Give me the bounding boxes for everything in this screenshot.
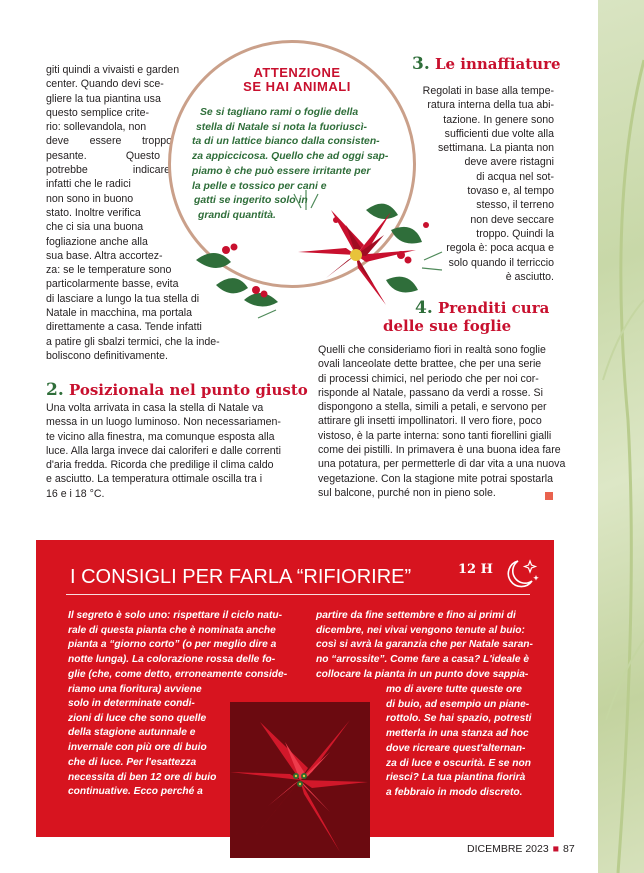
text-line: questo semplice crite- (46, 106, 150, 119)
text-line: dove ricreare quest'alternan- (386, 742, 526, 754)
text-line: a patire gli sbalzi termici, che la inde- (46, 335, 220, 348)
text-line: della stagione autunnale e (68, 727, 196, 739)
text-line: boliscono definitivamente. (46, 349, 168, 362)
page-footer: DICEMBRE 2023 ■ 87 (467, 843, 575, 855)
text-line: a febbraio in modo discreto. (386, 786, 523, 798)
section2-number: 2. (46, 380, 64, 400)
text-line: pesante. Questo (46, 149, 160, 162)
text-line: vistoso, è la parte interna: sono tanti fiorellini gialli (318, 429, 552, 442)
text-line: di lasciare a lungo la tua stella di (46, 292, 200, 305)
text-line: Quelli che consideriamo fiori in realtà sono foglie (318, 344, 546, 356)
article-end-mark (545, 492, 553, 500)
section2-heading (46, 382, 308, 399)
rebloom-left-bottom-text (68, 697, 216, 800)
text-line: te vicino alla finestra, ma comunque esposta alla (46, 430, 275, 443)
text-line: Natale in macchina, ma portala (46, 307, 193, 320)
badge-label: 12 H (458, 562, 493, 577)
animals-box-text (192, 106, 388, 224)
text-line: come dei pistilli. In primavera è una buona idea fare (318, 444, 561, 457)
rebloom-box-title: I CONSIGLI PER FARLA “RIFIORIRE” (70, 566, 412, 588)
text-line: dispongono a stella, simili a petali, e servono per (318, 401, 547, 414)
text-line: giti quindi a vivaisti e garden (46, 64, 180, 76)
section4-text (318, 343, 566, 500)
text-line: è asciutto. (505, 270, 554, 283)
text-line: rottolo. Se hai spazio, potresti (386, 713, 532, 725)
rebloom-left-top-text (68, 609, 287, 697)
text-line: 16 e i 18 °C. (46, 487, 105, 500)
text-line: particolarmente basse, evita (46, 278, 179, 291)
text-line: grandi quantità. (198, 209, 276, 221)
text-line: mo di avere tutte queste ore (386, 684, 522, 695)
text-line: center. Quando devi sce- (46, 78, 164, 91)
text-line: za: se le temperature sono (46, 264, 172, 277)
text-line: direttamente a casa. Tende infatti (46, 321, 202, 334)
section4-number: 4. (415, 298, 433, 318)
text-line: fogliazione anche alla (46, 235, 148, 248)
text-line: gatti se ingerito solo in (194, 195, 308, 207)
section3-number: 3. (412, 54, 430, 74)
text-line: riamo una fioritura) avviene (68, 683, 202, 695)
text-line: collocare la pianta in un punto dove sappia- (316, 668, 529, 680)
text-line: una potatura, per permetterle di dar vita a una nuova (318, 458, 566, 471)
text-line: non deve seccare (470, 213, 554, 226)
text-line: Se si tagliano rami o foglie della (200, 107, 359, 118)
text-line: e asciutto. La temperatura ottimale oscilla tra i (46, 473, 263, 486)
rebloom-right-top-text (316, 609, 533, 683)
text-line: necessita di ben 12 ore di buio (68, 771, 217, 783)
page-number: 87 (563, 843, 575, 855)
leaf-background-strip (598, 0, 644, 873)
text-line: za appiccicosa. Quello che ad oggi sap- (192, 151, 389, 163)
text-line: Regolati in base alla tempe- (422, 85, 554, 97)
text-line: partire da fine settembre e fino ai primi di (316, 610, 516, 621)
rebloom-title-rule (66, 594, 530, 595)
twelve-hours-badge (458, 562, 493, 577)
section2-title: Posizionala nel punto giusto (68, 381, 308, 399)
section3-heading (412, 56, 561, 73)
text-line: solo quando il terriccio (448, 256, 554, 269)
section4-title-line2: delle sue foglie (383, 317, 512, 335)
section3-title: Le innaffiature (434, 55, 561, 73)
text-line: notte lunga). La colorazione rossa delle fo- (68, 654, 276, 666)
text-line: stesso, il terreno (476, 199, 554, 212)
text-line: Una volta arrivata in casa la stella di Natale va (46, 402, 264, 414)
text-line: di acqua nel sot- (476, 170, 554, 183)
text-line: stella di Natale si nota la fuoriuscì- (196, 121, 367, 133)
text-line: luce. Alla larga invece dai caloriferi e dalle correnti (46, 444, 281, 457)
text-line: rale di questa pianta che è nominata anche (68, 624, 276, 636)
section2-text (46, 401, 292, 501)
rebloom-right-bottom-text (386, 683, 531, 801)
moon-stars-icon (500, 557, 540, 591)
text-line: di processi chimici, nel periodo che per noi cor- (318, 372, 539, 385)
text-line: tovaso e, al tempo (467, 185, 554, 198)
text-line: di buio, ad esempio un piane- (386, 698, 530, 710)
animals-title-line2: SE HAI ANIMALI (243, 79, 351, 94)
text-line: no “arrossite”. Come fare a casa? L'ideale è (316, 654, 530, 666)
text-line: zioni di luce che sono quelle (68, 712, 207, 724)
text-line: rio: sollevandola, non (46, 121, 147, 134)
text-line: attirare gli insetti impollinatori. Il vero fiore, poco (318, 415, 542, 428)
text-line: deve avere ristagni (464, 156, 554, 169)
text-line: pianta a “giorno corto” (o per meglio dire a (68, 639, 277, 651)
text-line: glie (che, come detto, erroneamente conside- (68, 668, 288, 680)
text-line: sul balcone, purché non in pieno sole. (318, 486, 496, 499)
text-line: Il segreto è solo uno: rispettare il ciclo natu- (68, 610, 282, 621)
text-line: così si avrà la garanzia che per Natale saran- (316, 639, 533, 651)
section4-title-line1: Prenditi cura (437, 299, 550, 317)
poinsettia-photo (230, 702, 370, 858)
text-line: la pelle e tossico per cani e (192, 180, 327, 192)
text-line: ovali lanceolate dette brattee, che per una serie (318, 358, 542, 371)
text-line: troppo. Quindi la (476, 227, 554, 240)
text-line: gliere la tua piantina usa (46, 92, 161, 105)
text-line: vegetazione. Con la stagione mite potrai spostarla (318, 472, 553, 485)
text-line: stato. Inoltre verifica (46, 206, 141, 219)
text-line: risponde al Natale, passano da verdi a rosse. Si (318, 386, 543, 399)
text-line: d'aria fredda. Ricorda che predilige il clima caldo (46, 459, 274, 472)
text-line: riesci? La tua piantina fiorirà (386, 772, 526, 784)
text-line: sua base. Altra accortez- (46, 249, 163, 262)
text-line: regola è: poca acqua e (446, 242, 554, 255)
section4-heading-line2 (383, 318, 511, 335)
text-line: dicembre, nei vivai vengono tenute al buio: (316, 624, 525, 636)
text-line: ratura interna della tua abi- (427, 99, 554, 112)
text-line: non sono in buono (46, 192, 134, 205)
text-line: potrebbe indicare (46, 164, 170, 177)
text-line: piamo è che può essere irritante per (192, 165, 371, 177)
section4-heading-line1 (415, 300, 549, 317)
text-line: messa in un luogo luminoso. Non necessariamen- (46, 416, 281, 429)
text-line: che di luce. Per l'esattezza (68, 756, 197, 768)
text-line: deve essere troppo (46, 135, 172, 148)
text-line: invernale con più ore di buio (68, 742, 207, 754)
text-line: che ci sia una buona (46, 221, 144, 234)
text-line: ta di un lattice bianco dalla consisten- (192, 136, 380, 148)
animals-box-title (222, 66, 372, 94)
animals-title-line1: ATTENZIONE (253, 65, 341, 80)
text-line: tazione. In genere sono (443, 113, 554, 126)
section3-text (423, 84, 554, 284)
footer-month: DICEMBRE 2023 (467, 843, 549, 855)
text-line: za di luce e oscurità. E se non (386, 757, 531, 769)
text-line: sufficienti due volte alla (444, 127, 554, 140)
text-line: solo in determinate condi- (68, 698, 195, 709)
text-line: metterla in una stanza ad hoc (386, 728, 529, 740)
text-line: infatti che le radici (46, 178, 131, 191)
text-line: continuative. Ecco perché a (68, 786, 203, 798)
text-line: settimana. La pianta non (437, 142, 554, 155)
